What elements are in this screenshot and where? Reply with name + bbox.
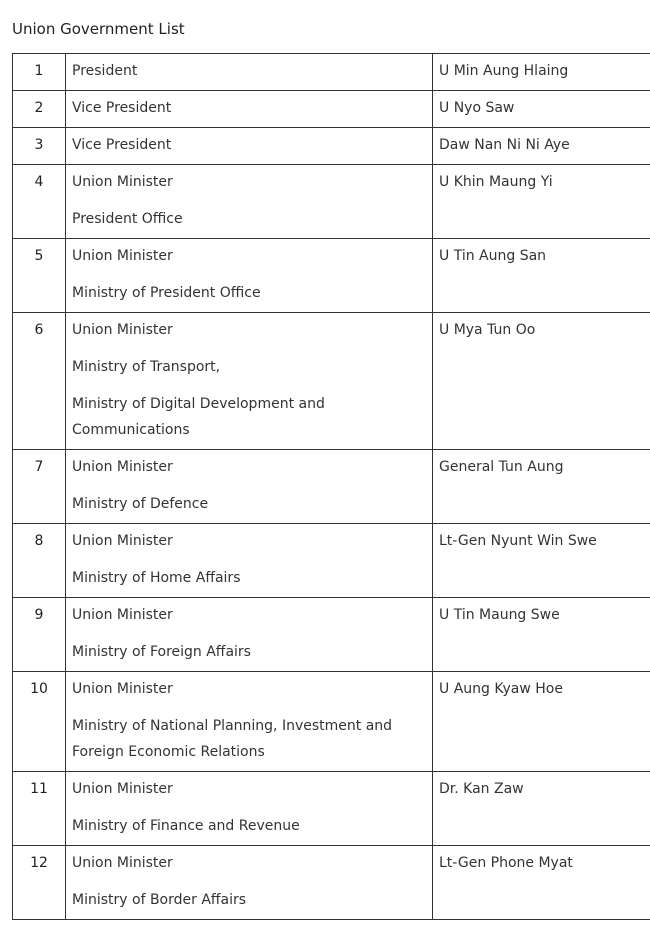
row-number: 1 <box>13 54 66 91</box>
table-row <box>13 165 650 239</box>
page-title: Union Government List <box>12 20 185 38</box>
position-cell <box>66 598 433 672</box>
position-title: Union Minister <box>72 459 173 475</box>
ministry-name: Ministry of National Planning, Investment and Foreign Economic Relations <box>72 718 393 760</box>
position-cell <box>66 772 433 846</box>
officeholder-name: Lt-Gen Nyunt Win Swe <box>433 524 650 598</box>
table-row <box>13 91 650 128</box>
union-government-table <box>12 53 650 920</box>
position-cell <box>66 54 433 91</box>
row-number: 6 <box>13 313 66 450</box>
officeholder-name: General Tun Aung <box>433 450 650 524</box>
officeholder-name: U Tin Maung Swe <box>433 598 650 672</box>
row-number: 8 <box>13 524 66 598</box>
row-number: 11 <box>13 772 66 846</box>
ministry-name: Ministry of Finance and Revenue <box>72 818 300 834</box>
row-number: 12 <box>13 846 66 920</box>
position-title: Union Minister <box>72 681 173 697</box>
table-row <box>13 846 650 920</box>
row-number: 9 <box>13 598 66 672</box>
ministry-name: Ministry of Defence <box>72 496 209 512</box>
position-title: Union Minister <box>72 322 173 338</box>
row-number: 5 <box>13 239 66 313</box>
officeholder-name: U Min Aung Hlaing <box>433 54 650 91</box>
ministry-name: President Office <box>72 211 183 227</box>
officeholder-name: U Mya Tun Oo <box>433 313 650 450</box>
position-title: Union Minister <box>72 174 173 190</box>
position-title: Union Minister <box>72 855 173 871</box>
position-title: Union Minister <box>72 248 173 264</box>
position-cell <box>66 450 433 524</box>
position-cell <box>66 846 433 920</box>
ministry-name: Ministry of Transport, <box>72 359 221 375</box>
table-row <box>13 524 650 598</box>
position-cell <box>66 128 433 165</box>
position-title: Vice President <box>72 137 172 153</box>
position-title: Union Minister <box>72 781 173 797</box>
position-title: Union Minister <box>72 533 173 549</box>
position-title: President <box>72 63 138 79</box>
position-cell <box>66 524 433 598</box>
officeholder-name: Dr. Kan Zaw <box>433 772 650 846</box>
ministry-name: Ministry of President Office <box>72 285 261 301</box>
position-title: Union Minister <box>72 607 173 623</box>
officeholder-name: Daw Nan Ni Ni Aye <box>433 128 650 165</box>
position-cell <box>66 239 433 313</box>
ministry-name: Ministry of Border Affairs <box>72 892 247 908</box>
table-row <box>13 313 650 450</box>
table-row <box>13 239 650 313</box>
position-cell <box>66 91 433 128</box>
position-cell <box>66 672 433 772</box>
officeholder-name: U Tin Aung San <box>433 239 650 313</box>
table-row <box>13 128 650 165</box>
position-title: Vice President <box>72 100 172 116</box>
position-cell <box>66 313 433 450</box>
row-number: 3 <box>13 128 66 165</box>
row-number: 10 <box>13 672 66 772</box>
table-row <box>13 772 650 846</box>
table-row <box>13 672 650 772</box>
table-row <box>13 598 650 672</box>
position-cell <box>66 165 433 239</box>
table-row <box>13 54 650 91</box>
table-row <box>13 450 650 524</box>
row-number: 4 <box>13 165 66 239</box>
ministry-name-2: Ministry of Digital Development and Communications <box>72 396 325 438</box>
ministry-name: Ministry of Foreign Affairs <box>72 644 251 660</box>
row-number: 7 <box>13 450 66 524</box>
ministry-name: Ministry of Home Affairs <box>72 570 241 586</box>
officeholder-name: Lt-Gen Phone Myat <box>433 846 650 920</box>
row-number: 2 <box>13 91 66 128</box>
officeholder-name: U Aung Kyaw Hoe <box>433 672 650 772</box>
officeholder-name: U Nyo Saw <box>433 91 650 128</box>
officeholder-name: U Khin Maung Yi <box>433 165 650 239</box>
